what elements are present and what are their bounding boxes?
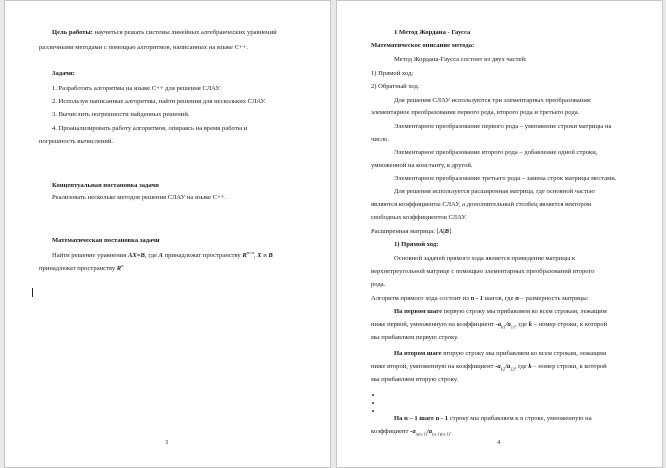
math-line-2: принадлежат пространству $R^n$ [39,263,124,273]
forward-pass-title: 1) Прямой ход: [394,241,439,248]
task-item: 3. Вычислить погрешности найденных решений. [52,111,190,118]
task-item: 1. Разработать алгоритмы на языке C++ для решения СЛАУ. [52,85,221,92]
page-number: 4 [497,439,501,446]
section-heading: 1 Метод Жордана - Гаусса [394,29,471,36]
math-title: Математическая постановка задачи [52,237,160,244]
goal-label: Цель работы: [52,29,93,36]
ellipsis-dot [372,410,374,412]
ellipsis-dot [372,402,374,404]
step-2-line-3: мы прибавляем вторую строку. [371,376,458,383]
document-page-4 [336,0,663,468]
paragraph: Элементарное преобразование третьего рода – замена строк матрицы местами. [394,175,617,182]
step-1-line-3: мы прибавляем первую строку. [371,334,459,341]
paragraph: верхнетреугольной матрице с помощью элементарных преобразований второго [371,268,595,275]
paragraph: Элементарное преобразование второго рода – добавление одной строки, [394,149,598,156]
step-n-line-1: На n – 1 шаге n - 1 строку мы прибавляем к n строке, умноженную на [394,415,592,422]
paragraph: Для решения СЛАУ используются три элементарных преобразования: [394,97,592,104]
paragraph: Основной задачей прямого хода является приведение матрицы к [394,255,576,262]
math-line-1: Найти решение уравнения AX=B, где A принадлежат пространству $R^{n\times n}$, X и B [52,250,273,260]
paragraph: являются коэффициенты СЛАУ, а дополнительный столбец является вектором [371,201,591,208]
step-2-line-2: ниже второй, умноженную на коэффициент $-a_{k2}/a_{22}$, где k – номер строки, к которой [371,363,607,372]
goal-text-2: различными методами с помощью алгоритмов, написанных на языке C++. [39,44,249,51]
task-item: 2. Используя написанные алгоритмы, найти решения для нескольких СЛАУ. [52,98,266,105]
concept-title: Концептуальная постановка задачи [52,182,159,189]
goal-paragraph [52,29,277,37]
paragraph: Метод Жордана-Гаусса состоит из двух частей: [394,56,527,63]
algorithm-steps-intro: Алгоритм прямого хода состоит из n - 1 шагов, где n – размерность матрицы: [371,295,589,302]
goal-text-1: научиться решать системы линейных алгебраических уравнений [92,29,277,36]
paragraph: элементарное преобразование первого рода, второго рода и третьего рода. [371,109,580,116]
paragraph: умноженной на константу, к другой. [371,162,473,169]
paragraph: Для решения используется расширенная матрица, где основной частью [394,188,595,195]
step-n-line-2: коэффициент $-a_{n(n-1)}/a_{(n-1)(n-1)}$. [371,428,452,437]
concept-text: Реализовать несколько методов решения СЛАУ на языке C++. [52,194,227,201]
step-2-line-1: На втором шаге вторую строку мы прибавляем ко всем строкам, лежащим [394,350,607,357]
paragraph: свободных коэффициентов СЛАУ. [371,214,467,221]
paragraph: 1) Прямой ход; [371,70,414,77]
equation: AX=B [127,252,145,260]
tasks-title: Задачи: [52,70,75,77]
document-page-3 [4,0,331,468]
task-item: 4. Проанализировать работу алгоритмов, опираясь на время работы и [52,125,248,132]
paragraph: рода. [371,281,386,288]
text-cursor [32,288,33,297]
ellipsis-dot [372,394,374,396]
extended-matrix-line: Расширенная матрица: [A|B] [371,228,452,235]
task-item: погрешность вычислений. [39,138,114,145]
step-1-line-1: На первом шаге первую строку мы прибавляем ко всем строкам, лежащим [394,308,607,315]
page-number: 3 [165,439,169,446]
paragraph: число. [371,136,390,143]
paragraph: 2) Обратный ход. [371,83,420,90]
step-1-line-2: ниже первой, умноженную на коэффициент $-a_{k1}/a_{11}$, где k – номер строки, к которой [371,321,608,330]
math-description-title: Математическое описание метода: [371,42,475,49]
paragraph: Элементарное преобразование первого рода – умножение строки матрицы на [394,123,612,130]
